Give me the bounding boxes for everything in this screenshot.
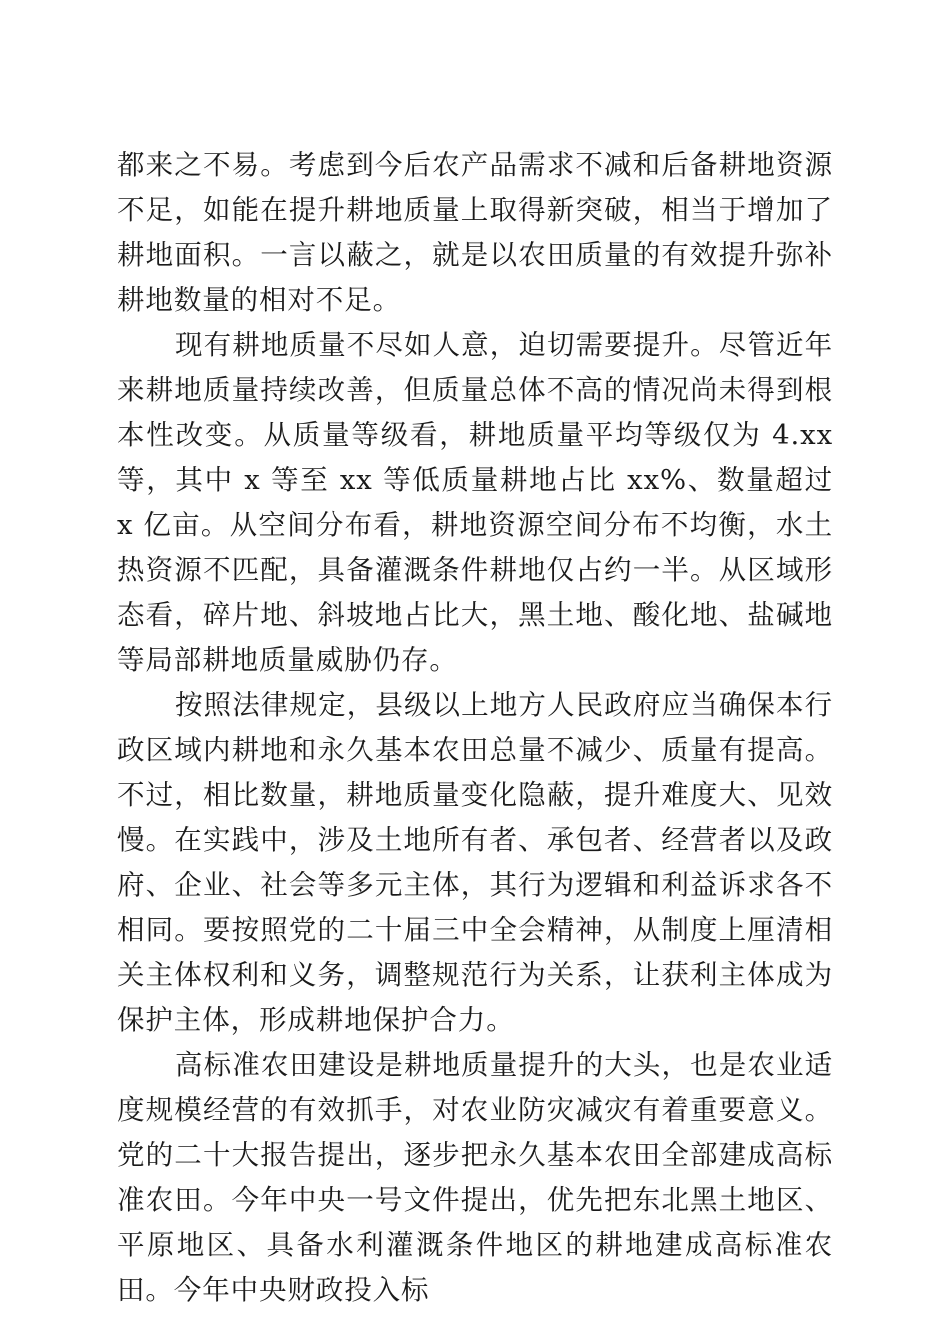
document-text-body <box>117 143 833 1313</box>
paragraph-2: 现有耕地质量不尽如人意，迫切需要提升。尽管近年来耕地质量持续改善，但质量总体不高的情况尚未得到根本性改变。从质量等级看，耕地质量平均等级仅为 4.xx 等，其中 x 等至 xx 等低质量耕地占比 xx%、数量超过 x 亿亩。从空间分布看，耕地资源空间分布不均衡，水土热资源不匹配，具备灌溉条件耕地仅占约一半。从区域形态看，碎片地、斜坡地占比大，黑土地、酸化地、盐碱地等局部耕地质量威胁仍存。 <box>117 329 833 676</box>
paragraph-3: 按照法律规定，县级以上地方人民政府应当确保本行政区域内耕地和永久基本农田总量不减少、质量有提高。不过，相比数量，耕地质量变化隐蔽，提升难度大、见效慢。在实践中，涉及土地所有者、承包者、经营者以及政府、企业、社会等多元主体，其行为逻辑和利益诉求各不相同。要按照党的二十届三中全会精神，从制度上厘清相关主体权利和义务，调整规范行为关系，让获利主体成为保护主体，形成耕地保护合力。 <box>117 689 833 1036</box>
paragraph-4: 高标准农田建设是耕地质量提升的大头，也是农业适度规模经营的有效抓手，对农业防灾减灾有着重要意义。党的二十大报告提出，逐步把永久基本农田全部建成高标准农田。今年中央一号文件提出，优先把东北黑土地区、平原地区、具备水利灌溉条件地区的耕地建成高标准农田。今年中央财政投入标 <box>117 1049 833 1306</box>
paragraph-1: 都来之不易。考虑到今后农产品需求不减和后备耕地资源不足，如能在提升耕地质量上取得新突破，相当于增加了耕地面积。一言以蔽之，就是以农田质量的有效提升弥补耕地数量的相对不足。 <box>117 149 833 316</box>
